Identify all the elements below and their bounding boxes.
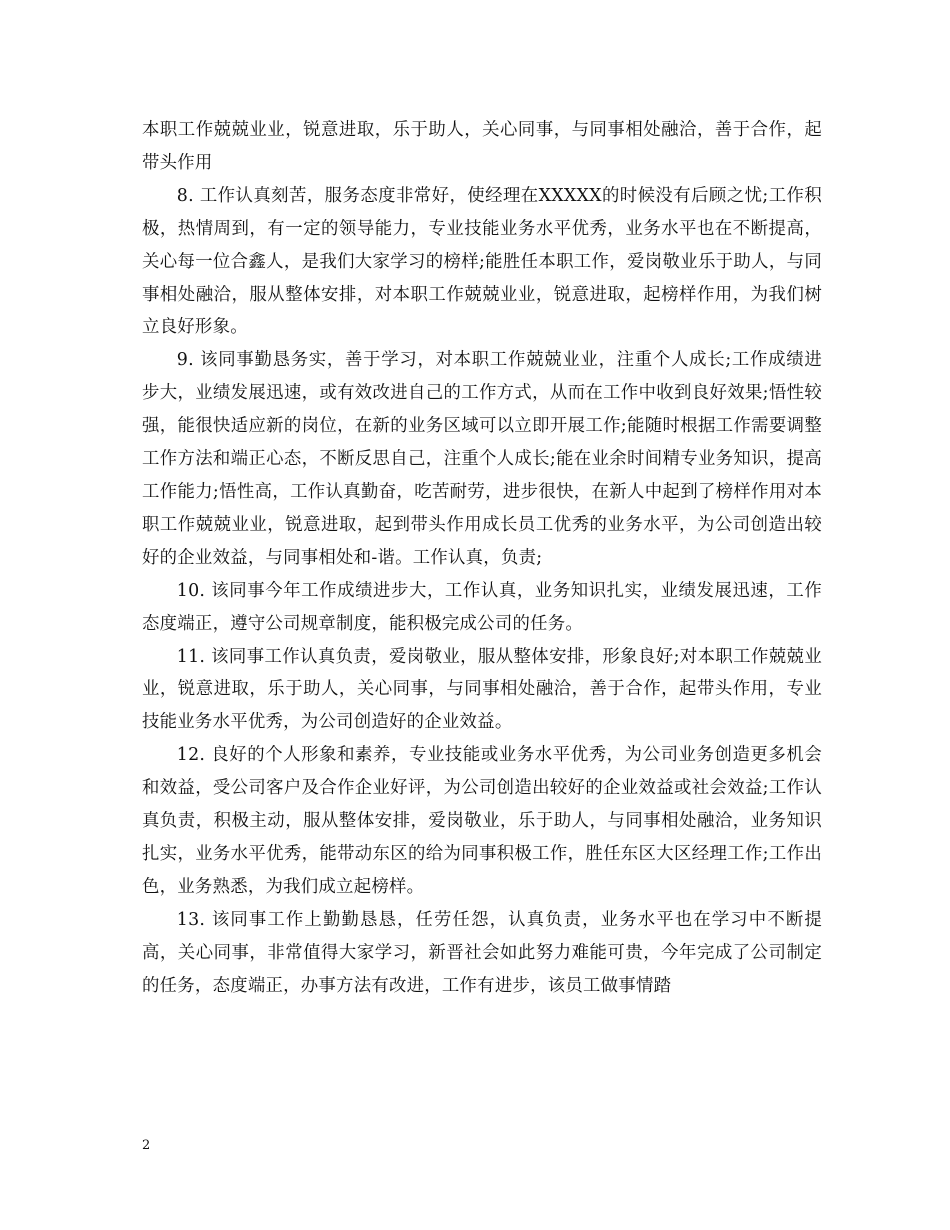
paragraph-continued: 本职工作兢兢业业，锐意进取，乐于助人，关心同事，与同事相处融洽，善于合作，起带头作用	[142, 120, 822, 173]
paragraph-item-8: 8. 工作认真刻苦，服务态度非常好，使经理在XXXXX的时候没有后顾之忧;工作积极，热情周到，有一定的领导能力，专业技能业务水平优秀，业务水平也在不断提高，关心每一位合鑫人，是我们大家学习的榜样;能胜任本职工作，爱岗敬业乐于助人，与同事相处融洽，服从整体安排，对本职工作兢兢业业，锐意进取，起榜样作用，为我们树立良好形象。	[142, 185, 822, 338]
page-number: 2	[142, 1138, 151, 1153]
document-body	[142, 114, 822, 1002]
paragraph-item-9: 9. 该同事勤恳务实，善于学习，对本职工作兢兢业业，注重个人成长;工作成绩进步大，业绩发展迅速，或有效改进自己的工作方式，从而在工作中收到良好效果;悟性较强，能很快适应新的岗位，在新的业务区域可以立即开展工作;能随时根据工作需要调整工作方法和端正心态，不断反思自己，注重个人成长;能在业余时间精专业务知识，提高工作能力;悟性高，工作认真勤奋，吃苦耐劳，进步很快，在新人中起到了榜样作用对本职工作兢兢业业，锐意进取，起到带头作用成长员工优秀的业务水平，为公司创造出较好的企业效益，与同事相处和-谐。工作认真，负责;	[142, 350, 822, 568]
paragraph-item-13: 13. 该同事工作上勤勤恳恳，任劳任怨，认真负责，业务水平也在学习中不断提高，关心同事，非常值得大家学习，新晋社会如此努力难能可贵，今年完成了公司制定的任务，态度端正，办事方法有改进，工作有进步，该员工做事情踏	[142, 909, 822, 996]
paragraph-item-12: 12. 良好的个人形象和素养，专业技能或业务水平优秀，为公司业务创造更多机会和效益，受公司客户及合作企业好评，为公司创造出较好的企业效益或社会效益;工作认真负责，积极主动，服从整体安排，爱岗敬业，乐于助人，与同事相处融洽，业务知识扎实，业务水平优秀，能带动东区的给为同事积极工作，胜任东区大区经理工作;工作出色，业务熟悉，为我们成立起榜样。	[142, 745, 822, 897]
paragraph-item-11: 11. 该同事工作认真负责，爱岗敬业，服从整体安排，形象良好;对本职工作兢兢业业，锐意进取，乐于助人，关心同事，与同事相处融洽，善于合作，起带头作用，专业技能业务水平优秀，为公司创造好的企业效益。	[142, 646, 822, 733]
paragraph-item-10: 10. 该同事今年工作成绩进步大，工作认真，业务知识扎实，业绩发展迅速，工作态度端正，遵守公司规章制度，能积极完成公司的任务。	[142, 580, 822, 634]
